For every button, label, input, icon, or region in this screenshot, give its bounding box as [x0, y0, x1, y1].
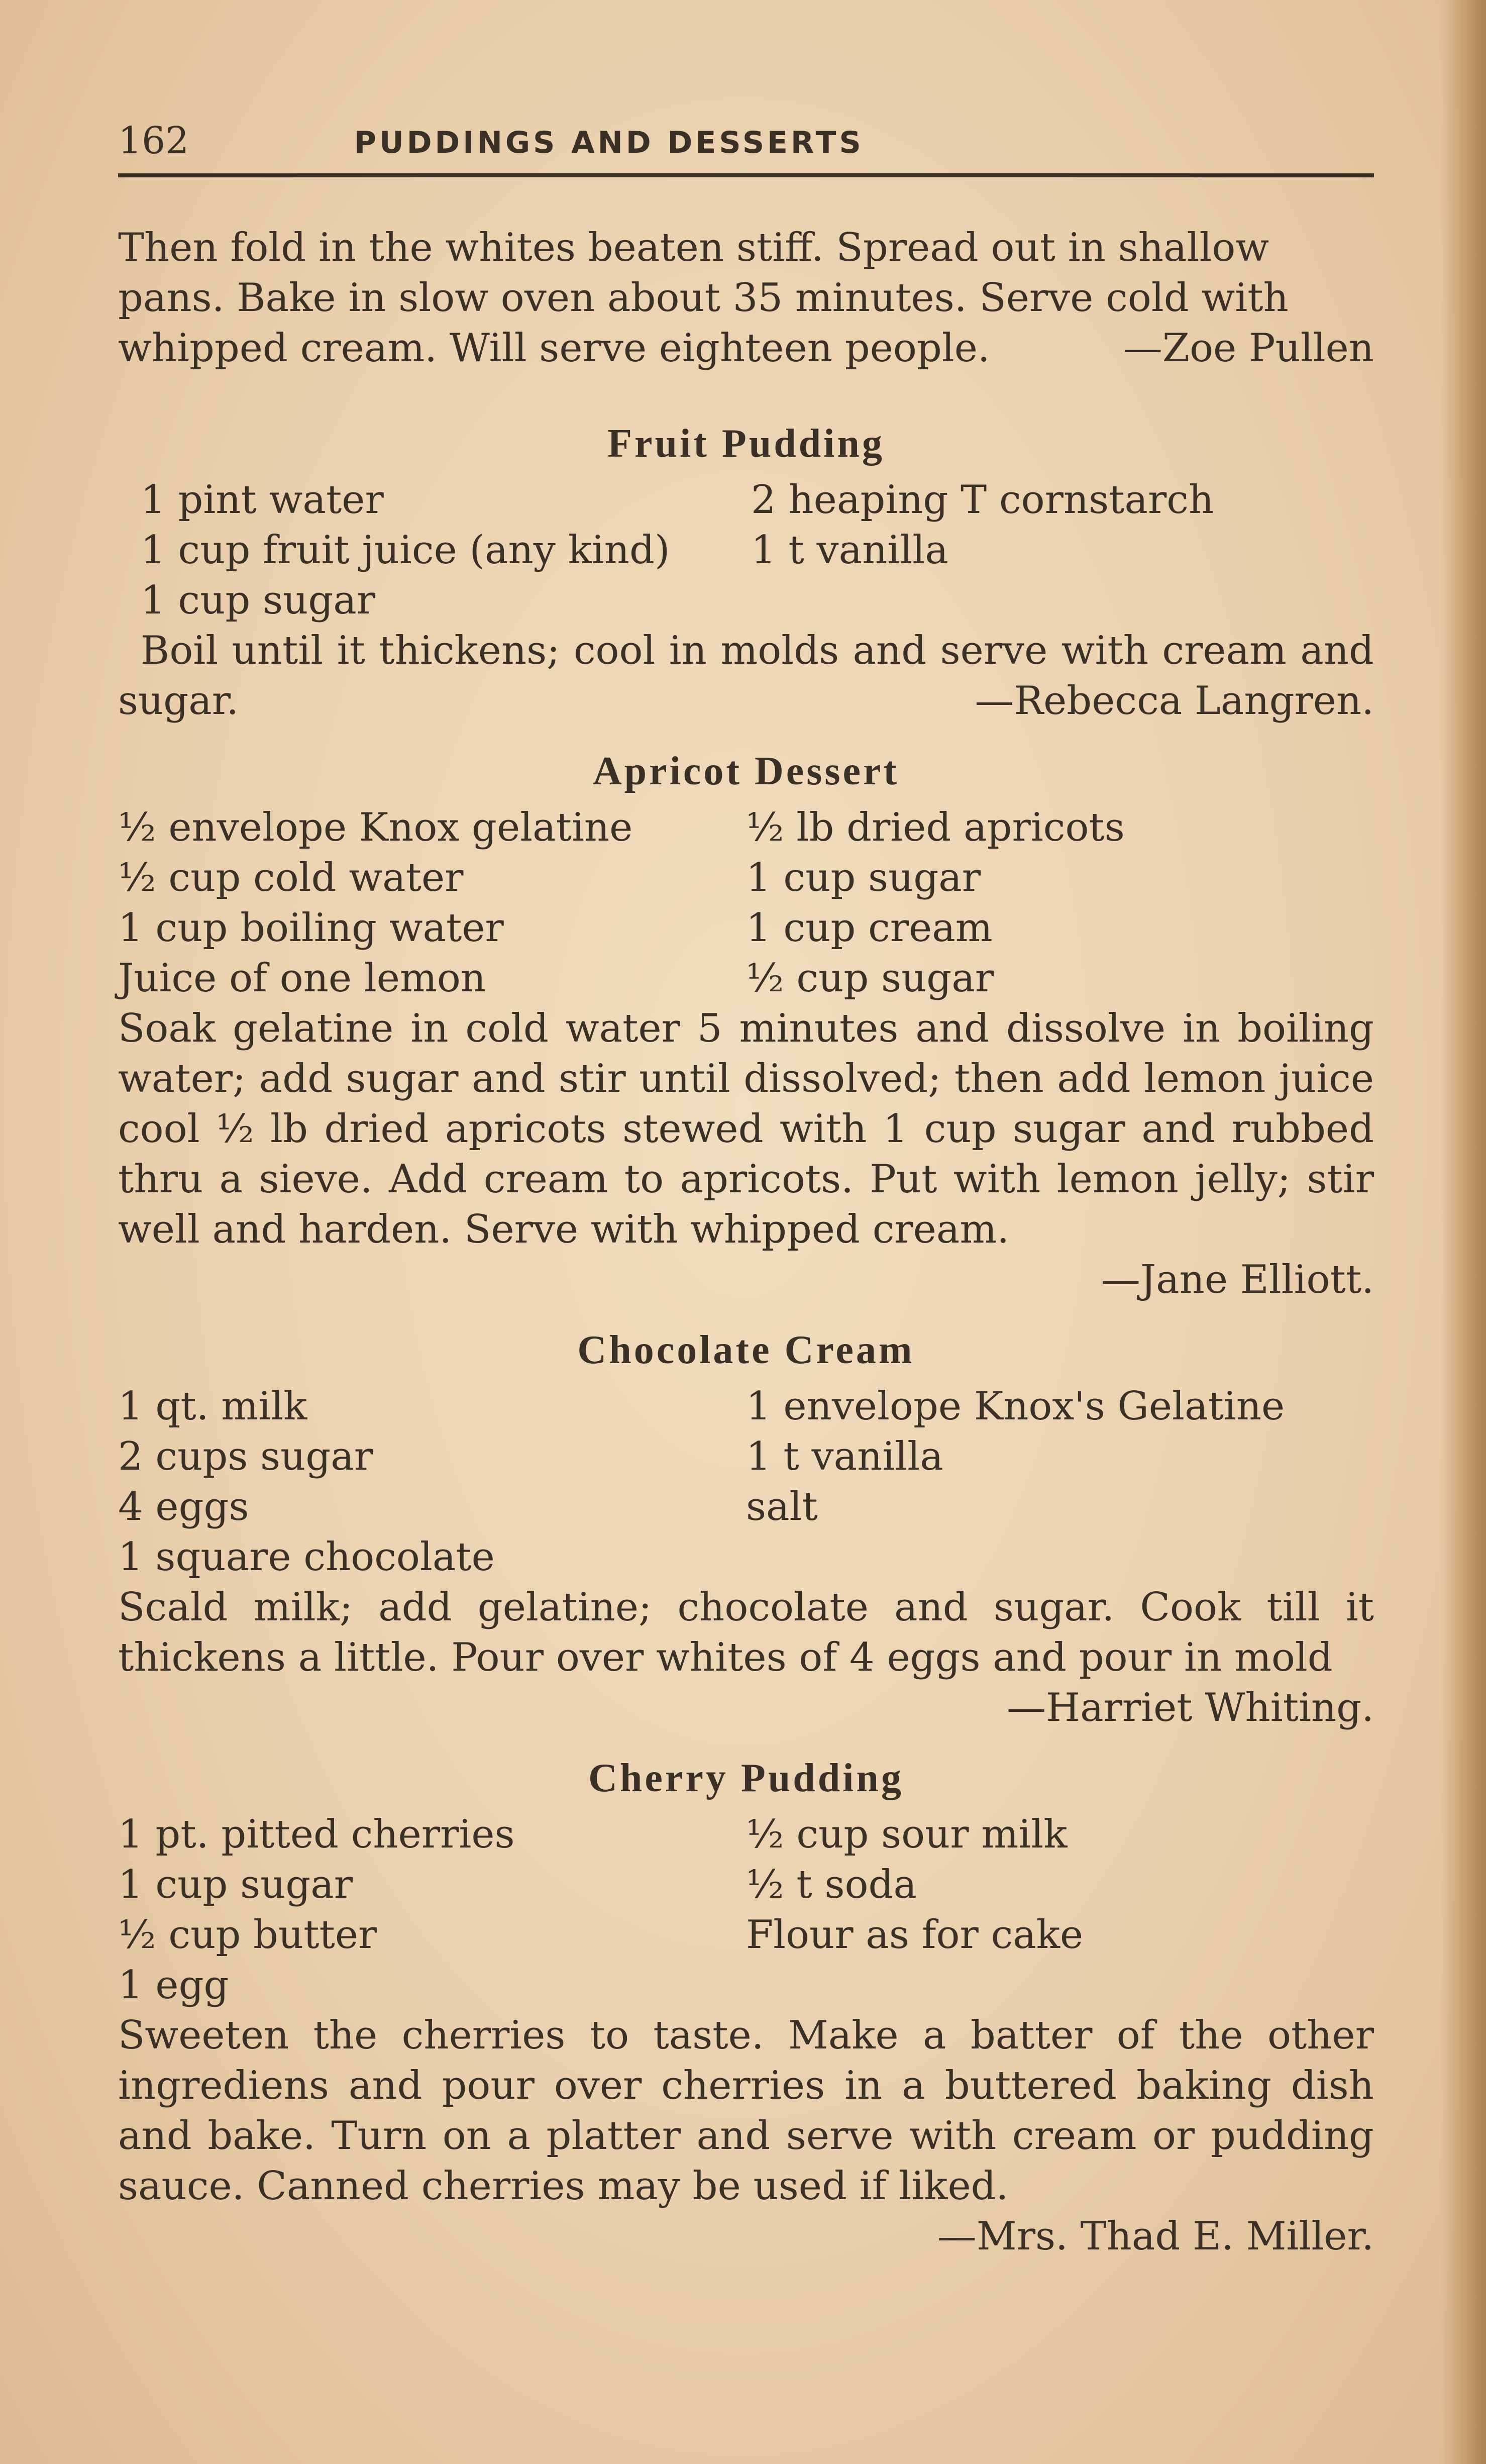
ingredient: ½ lb dried apricots — [746, 805, 1125, 850]
recipe-fruit-pudding — [118, 419, 1374, 726]
recipe-directions: Soak gelatine in cold water 5 minutes and dissolve in boiling water; add sugar and stir until dissolved; then add lemon juice cool ½ lb dried apricots stewed with 1 cup sugar and rubbed thru a sieve. Add cream to apricots. Put with lemon jelly; stir well and harden. Serve with whipped cream. — [118, 1006, 1374, 1252]
ingredient: ½ cup sugar — [746, 956, 994, 1001]
recipe-cherry-pudding — [118, 1753, 1374, 2262]
signature: —Zoe Pullen — [1123, 326, 1374, 371]
ingredient: salt — [746, 1484, 818, 1529]
recipe-directions: Boil until it thickens; cool in molds and serve with cream and sugar. — [118, 628, 1374, 724]
ingredient-list — [118, 802, 1374, 1003]
ingredient: Juice of one lemon — [118, 956, 486, 1001]
ingredient: ½ t soda — [746, 1862, 917, 1907]
ingredient: 1 t vanilla — [746, 1434, 943, 1479]
signature: —Harriet Whiting. — [1007, 1685, 1374, 1730]
ingredient: 1 cup sugar — [141, 578, 376, 623]
ingredient-list — [118, 1809, 1374, 2010]
book-page — [118, 108, 1374, 2262]
page-header — [118, 108, 1374, 177]
ingredient: 1 envelope Knox's Gelatine — [746, 1384, 1285, 1429]
ingredient: 1 cup sugar — [746, 855, 981, 900]
ingredient: Flour as for cake — [746, 1912, 1084, 1958]
recipe-chocolate-cream — [118, 1325, 1374, 1733]
ingredient: 1 cup sugar — [118, 1862, 353, 1907]
ingredient: 4 eggs — [118, 1484, 249, 1529]
signature: —Mrs. Thad E. Miller. — [937, 2214, 1374, 2259]
intro-paragraph — [118, 223, 1374, 373]
recipe-directions: Scald milk; add gelatine; chocolate and sugar. Cook till it thickens a little. Pour over whites of 4 eggs and pour in mold — [118, 1585, 1374, 1680]
recipe-apricot-dessert — [118, 746, 1374, 1305]
recipe-title: Fruit Pudding — [607, 422, 885, 466]
intro-line: Then fold in the whites beaten stiff. Spread out in shallow — [118, 225, 1269, 270]
ingredient: ½ cup cold water — [118, 855, 464, 900]
ingredient: 1 pint water — [141, 477, 384, 523]
ingredient-list — [118, 1381, 1374, 1582]
ingredient: 2 heaping T cornstarch — [751, 477, 1214, 523]
signature: —Rebecca Langren. — [975, 678, 1374, 724]
ingredient: 1 cup boiling water — [118, 905, 504, 951]
ingredient: 1 pt. pitted cherries — [118, 1812, 515, 1857]
ingredient: ½ cup sour milk — [746, 1812, 1068, 1857]
page-number: 162 — [118, 119, 189, 162]
intro-line: pans. Bake in slow oven about 35 minutes. Serve cold with — [118, 275, 1289, 321]
ingredient-list — [118, 475, 1374, 626]
intro-line: whipped cream. Will serve eighteen people. —Zoe Pullen — [118, 323, 1374, 373]
ingredient: 1 cup cream — [746, 905, 993, 951]
signature: —Jane Elliott. — [1101, 1257, 1374, 1302]
ingredient: ½ cup butter — [118, 1912, 377, 1958]
ingredient: 1 cup fruit juice (any kind) — [141, 528, 670, 573]
recipe-title: Chocolate Cream — [577, 1328, 915, 1372]
recipe-directions: Sweeten the cherries to taste. Make a batter of the other ingrediens and pour over cherries in a buttered baking dish and bake. Turn on a platter and serve with cream or pudding sauce. Canned cherries may be used if liked. — [118, 2013, 1374, 2209]
ingredient: ½ envelope Knox gelatine — [118, 805, 633, 850]
ingredient: 1 t vanilla — [751, 528, 948, 573]
running-head: PUDDINGS AND DESSERTS — [354, 125, 864, 160]
page-content — [118, 223, 1374, 2262]
recipe-title: Apricot Dessert — [592, 749, 900, 793]
ingredient: 1 qt. milk — [118, 1384, 307, 1429]
ingredient: 1 square chocolate — [118, 1534, 495, 1580]
page-edge-shadow — [1441, 0, 1486, 2464]
ingredient: 2 cups sugar — [118, 1434, 373, 1479]
ingredient: 1 egg — [118, 1963, 229, 2008]
recipe-title: Cherry Pudding — [588, 1756, 904, 1800]
